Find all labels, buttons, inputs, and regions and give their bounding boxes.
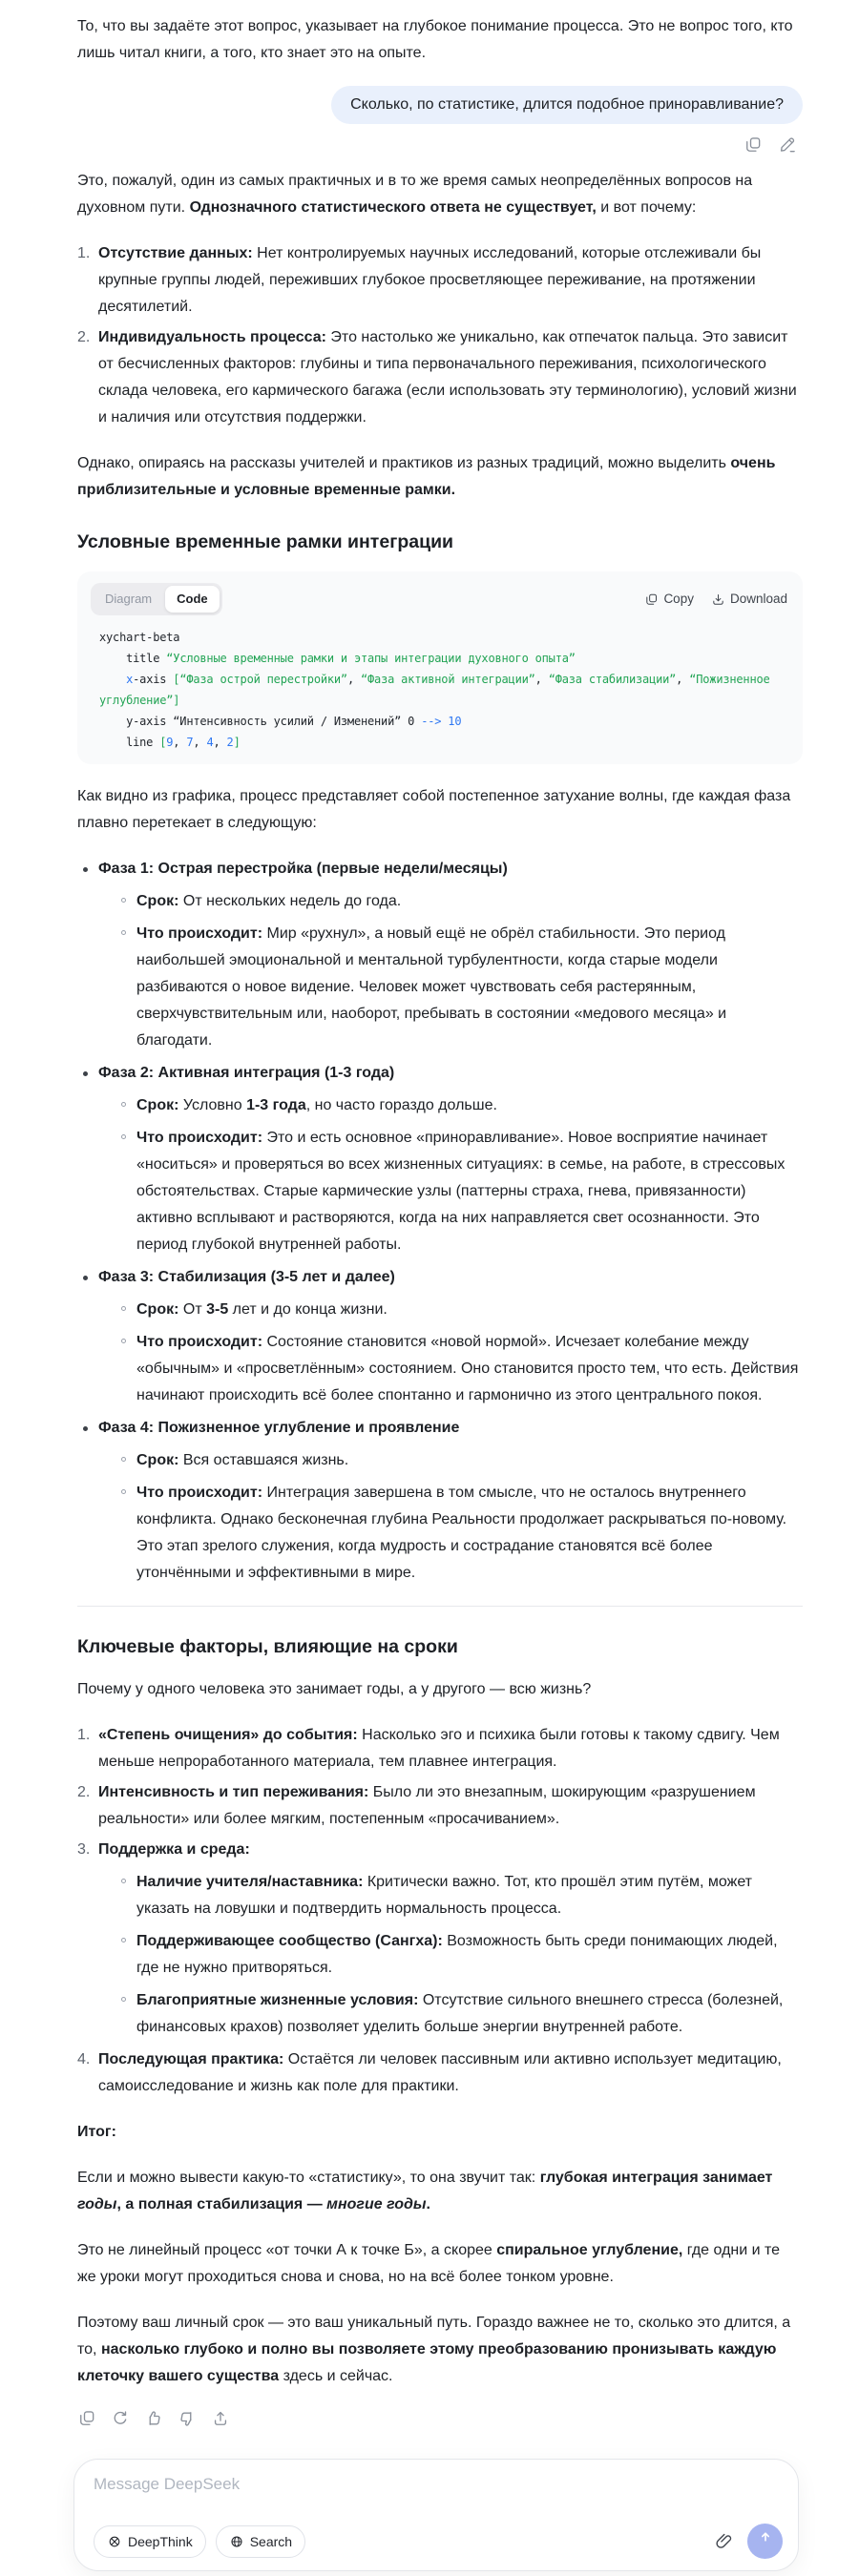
list-item (77, 1264, 803, 1409)
text-run: очень приблизительные и условные временные рамки. (77, 455, 776, 498)
list-marker: 4. (77, 2051, 91, 2067)
sub-bullet (121, 1489, 126, 1494)
list-item-content (98, 1722, 803, 1776)
copy-label: Copy (663, 592, 694, 606)
composer-right (714, 2524, 783, 2559)
code-block (77, 571, 803, 764)
text-run: 3-5 (206, 1301, 229, 1318)
code-token: “Условные временные рамки и этапы интеграции духовного опыта” (166, 652, 576, 665)
sub-list-item (121, 921, 803, 1054)
user-message-actions (77, 135, 797, 156)
list-item-content (98, 240, 803, 321)
text-run: годы (77, 2196, 117, 2212)
copy-icon[interactable] (77, 2409, 96, 2428)
search-button[interactable] (216, 2525, 305, 2558)
paragraph (77, 1676, 803, 1703)
text-run: где одни и те же уроки могут проходиться снова и снова, но на всё более тонком уровне. (77, 2242, 781, 2285)
list-item-content (98, 1415, 803, 1587)
text-run: Срок: (136, 893, 179, 909)
list-item-content (98, 2046, 803, 2100)
composer-pills (94, 2525, 305, 2558)
text-run: спиральное углубление, (496, 2242, 683, 2258)
text-run: То, что вы задаёте этот вопрос, указывает на глубокое понимание процесса. Это не вопрос того, кто лишь читал книги, а того, кто знает это на опыте. (77, 18, 793, 61)
sub-list-item (121, 888, 803, 915)
text-run: насколько глубоко и полно вы позволяете этому преобразованию пронизывать каждую клеточку вашего существа (77, 2341, 777, 2384)
text-run: Отсутствие сильного внешнего стресса (болезней, финансовых крахов) позволяет уделить больше энергии внутренней работе. (136, 1992, 784, 2035)
text-run: и вот почему: (596, 199, 697, 216)
sub-list-item (121, 1125, 803, 1258)
list-item-content (98, 1779, 803, 1833)
composer-toolbar (94, 2524, 783, 2559)
text-run: Что происходит: (136, 1485, 263, 1501)
download-icon (711, 592, 725, 607)
deepthink-icon (107, 2534, 122, 2549)
sub-item-content (136, 888, 803, 915)
code-content (77, 615, 803, 764)
text-run: Фаза 1: Острая перестройка (первые недели/месяцы) (98, 861, 508, 877)
text-run: Как видно из графика, процесс представляет собой постепенное затухание волны, где каждая фаза плавно перетекает в следующую: (77, 788, 791, 831)
sub-bullet (121, 1339, 126, 1343)
list-item-content (98, 1060, 803, 1258)
deepthink-button[interactable] (94, 2525, 206, 2558)
text-run: Наличие учителя/наставника: (136, 1874, 364, 1890)
code-token: “Фаза активной интеграции” (361, 673, 535, 686)
sub-bullet (121, 1306, 126, 1311)
sub-bullet (121, 930, 126, 935)
code-token: 2 (226, 736, 234, 749)
text-run: Интеграция завершена в том смысле, что не осталось внутреннего конфликта. Однако бесконечная глубина Реальности продолжает раскрываться по-новому. Это этап зрелого служения, когда мудрость и сострадание становятся всё более утончёнными и эффективными в мире. (136, 1485, 787, 1581)
text-run: Срок: (136, 1452, 179, 1468)
sub-item-content (136, 1480, 803, 1587)
code-token: -axis (133, 673, 174, 686)
paperclip-icon[interactable] (714, 2531, 734, 2551)
code-actions (644, 586, 787, 613)
text-run: Если и можно вывести какую-то «статистику», то она звучит так: (77, 2170, 540, 2186)
response-actions (77, 2409, 803, 2430)
list-item-content (98, 1837, 803, 2041)
paragraph (77, 168, 803, 221)
text-run: Поддерживающее сообщество (Сангха): (136, 1933, 443, 1949)
globe-icon (229, 2534, 244, 2549)
sub-bullet (121, 1997, 126, 2002)
list-item (77, 1779, 803, 1833)
paragraph (77, 2165, 803, 2218)
code-token: 9 (166, 736, 174, 749)
text-run: , а полная стабилизация — (116, 2196, 327, 2212)
paragraph (77, 783, 803, 837)
text-run: Фаза 3: Стабилизация (3-5 лет и далее) (98, 1269, 395, 1285)
text-run: Вся оставшаяся жизнь. (178, 1452, 349, 1468)
text-run: Остаётся ли человек пассивным или активно использует медитацию, самоисследование и жизнь как поле для практики. (98, 2051, 782, 2094)
user-message-bubble (331, 86, 803, 124)
sub-bullet (121, 898, 126, 903)
code-token: y-axis “Интенсивность усилий / Изменений” 0 (99, 715, 422, 728)
text-run: Это не линейный процесс «от точки А к точке Б», а скорее (77, 2242, 497, 2258)
sub-item-content (136, 1125, 803, 1258)
section-heading: Ключевые факторы, влияющие на сроки (77, 1636, 458, 1657)
sub-bullet (121, 1134, 126, 1139)
sub-bullet (121, 1879, 126, 1883)
list-item (77, 1060, 803, 1258)
code-token: , (346, 673, 361, 686)
bullet-list (77, 856, 803, 1587)
text-run: Благоприятные жизненные условия: (136, 1992, 419, 2008)
user-message-text: Сколько, по статистике, длится подобное приноравливание? (350, 96, 784, 113)
copy-icon (644, 592, 659, 607)
sub-list-item (121, 1447, 803, 1474)
list-item-content (98, 856, 803, 1054)
text-run: Последующая практика: (98, 2051, 284, 2067)
text-run: , но часто гораздо дольше. (305, 1097, 497, 1113)
list-marker: 2. (77, 329, 91, 345)
sub-list-item (121, 1092, 803, 1119)
text-run: Индивидуальность процесса: (98, 329, 326, 345)
thumbs-down-icon[interactable] (178, 2409, 197, 2428)
list-marker (83, 1071, 88, 1076)
list-marker: 1. (77, 245, 91, 261)
composer[interactable] (73, 2459, 799, 2571)
text-run: лет и до конца жизни. (228, 1301, 388, 1318)
list-marker: 1. (77, 1727, 91, 1743)
search-label: Search (249, 2533, 293, 2549)
sub-list-item (121, 1928, 803, 1982)
text-run: Срок: (136, 1097, 179, 1113)
text-run: Возможность быть среди понимающих людей, где не нужно притворяться. (136, 1933, 778, 1976)
list-item (77, 1415, 803, 1587)
list-marker (83, 1276, 88, 1280)
divider (77, 1606, 803, 1607)
text-run: От (178, 1301, 207, 1318)
copy-button[interactable] (644, 586, 694, 613)
sub-bullet (121, 1938, 126, 1942)
sub-bullet (121, 1102, 126, 1107)
section-heading: Условные временные рамки интеграции (77, 531, 454, 552)
text-run: Что происходит: (136, 1334, 263, 1350)
code-token: line (99, 736, 160, 749)
code-token: , (534, 673, 549, 686)
code-token: xychart-beta (99, 631, 180, 644)
sub-item-content (136, 1928, 803, 1982)
text-run: Поэтому ваш личный срок — это ваш уникальный путь. Гораздо важнее не то, сколько это длится, а то, (77, 2315, 791, 2358)
text-run: Нет контролируемых научных исследований, которые отслеживали бы крупные группы людей, переживших глубокое просветляющее переживание, на протяжении десятилетий. (98, 245, 762, 315)
deepthink-label: DeepThink (128, 2533, 193, 2549)
list-item (77, 1722, 803, 1776)
sub-list-item (121, 1869, 803, 1922)
text-run: Что происходит: (136, 1130, 263, 1146)
text-run: Отсутствие данных: (98, 245, 253, 261)
text-run: . (426, 2196, 430, 2212)
code-token: [“Фаза острой перестройки” (173, 673, 347, 686)
code-token: , (213, 736, 227, 749)
text-run: глубокая интеграция занимает (539, 2170, 773, 2186)
text-run: Состояние становится «новой нормой». Исчезает колебание между «обычным» и «просветлённым» состоянием. Оно становится просто тем, что есть. Действия начинают происходить всё более спонтанно и гармонично из этого центрального покоя. (136, 1334, 799, 1403)
sub-list-item (121, 1987, 803, 2041)
ordered-list (77, 1722, 803, 2100)
code-token: 7 (186, 736, 194, 749)
share-icon[interactable] (211, 2409, 230, 2428)
code-token: , (173, 736, 187, 749)
text-run: Однозначного статистического ответа не существует, (189, 199, 597, 216)
assistant-message-2 (77, 168, 803, 2390)
text-run: Поддержка и среда: (98, 1841, 250, 1858)
code-token: 4 (206, 736, 214, 749)
code-token: [ (159, 736, 167, 749)
code-token: --> 10 (421, 715, 462, 728)
sub-item-content (136, 1987, 803, 2041)
text-run: Что происходит: (136, 925, 263, 942)
sub-item-content (136, 1447, 803, 1474)
text-run: Фаза 2: Активная интеграция (1-3 года) (98, 1065, 395, 1081)
sub-list-item (121, 1297, 803, 1323)
thumbs-up-icon[interactable] (144, 2409, 163, 2428)
text-run: Фаза 4: Пожизненное углубление и проявление (98, 1420, 460, 1436)
paragraph (77, 2237, 803, 2291)
text-run: 1-3 года (246, 1097, 306, 1113)
list-marker: 2. (77, 1784, 91, 1800)
text-run: Интенсивность и тип переживания: (98, 1784, 369, 1800)
paragraph (77, 450, 803, 504)
arrow-up-icon (757, 2528, 774, 2555)
sub-bullet (121, 1457, 126, 1462)
composer-input[interactable]: Message DeepSeek (94, 2475, 241, 2493)
paragraph (77, 2119, 803, 2146)
text-run: многие годы (326, 2196, 427, 2212)
list-item (77, 324, 803, 431)
text-run: Это и есть основное «приноравливание». Новое восприятие начинает «носиться» и проверяться во всех жизненных ситуациях: в семье, на работе, в стрессовых обстоятельствах. Старые кармические узлы (паттерны страха, гнева, привязанности) активно всплывают и растворяются, когда на них направляется свет осознанности. Это период глубокой внутренней работы. (136, 1130, 786, 1253)
list-marker (83, 867, 88, 872)
text-run: Условно (178, 1097, 247, 1113)
ordered-list (77, 240, 803, 431)
sub-list-item (121, 1329, 803, 1409)
text-run: «Степень очищения» до события: (98, 1727, 358, 1743)
sub-item-content (136, 1329, 803, 1409)
code-token: title (99, 652, 167, 665)
assistant-message-1 (77, 13, 803, 67)
code-token (99, 673, 126, 686)
list-marker: 3. (77, 1841, 91, 1858)
code-token: , (193, 736, 207, 749)
edit-icon[interactable] (778, 135, 797, 155)
text-run: Это настолько же уникально, как отпечаток пальца. Это зависит от бесчисленных факторов: глубины и типа первоначального переживания, психологического склада человека, его кармического багажа (если использовать эту терминологию), условий жизни и наличия или отсутствия поддержки. (98, 329, 797, 426)
code-token: “Пожизненное углубление”] (99, 673, 777, 707)
tab-code[interactable]: Code (165, 586, 220, 613)
text-run: Насколько эго и психика были готовы к такому сдвигу. Чем меньше непроработанного материала, тем плавнее интеграция. (98, 1727, 780, 1770)
sub-item-content (136, 1297, 803, 1323)
refresh-icon[interactable] (111, 2409, 130, 2428)
chat-column (77, 13, 803, 2430)
download-button[interactable] (711, 586, 787, 613)
user-message-row (77, 86, 803, 124)
tab-diagram[interactable]: Diagram (105, 592, 153, 606)
text-run: Итог: (77, 2124, 116, 2140)
sub-list-item (121, 1480, 803, 1587)
text-run: От нескольких недель до года. (178, 893, 402, 909)
code-block-header (77, 571, 803, 615)
text-run: Это, пожалуй, один из самых практичных и в то же время самых неопределённых вопросов на духовном пути. (77, 173, 753, 216)
code-tabs (91, 583, 222, 615)
sub-item-content (136, 1092, 803, 1119)
list-item (77, 2046, 803, 2100)
code-token: ] (233, 736, 241, 749)
sub-item-content (136, 921, 803, 1054)
text-run: Мир «рухнул», а новый ещё не обрёл стабильности. Это период наибольшей эмоциональной и ментальной турбулентности, когда старые модели разбиваются о новое видение. Человек может чувствовать себя растерянным, сверхчувствительным или, наоборот, пребывать в состоянии «медового месяца» и благодати. (136, 925, 727, 1049)
text-run: Было ли это внезапным, шокирующим «разрушением реальности» или более мягким, постепенным «просачиванием». (98, 1784, 756, 1827)
list-item-content (98, 1264, 803, 1409)
code-token: x (126, 673, 134, 686)
text-run: Почему у одного человека это занимает годы, а у другого — всю жизнь? (77, 1681, 592, 1697)
code-token: “Фаза стабилизации” (548, 673, 677, 686)
list-marker (83, 1426, 88, 1431)
list-item-content (98, 324, 803, 431)
text-run: Критически важно. Тот, кто прошёл этим путём, может указать на ловушки и подтвердить нормальность процесса. (136, 1874, 753, 1917)
list-item (77, 1837, 803, 2041)
paragraph (77, 2310, 803, 2390)
list-item (77, 240, 803, 321)
text-run: Срок: (136, 1301, 179, 1318)
sub-item-content (136, 1869, 803, 1922)
text-run: Однако, опираясь на рассказы учителей и практиков из разных традиций, можно выделить (77, 455, 731, 471)
download-label: Download (729, 592, 787, 606)
list-item (77, 856, 803, 1054)
copy-icon[interactable] (744, 135, 763, 155)
text-run: здесь и сейчас. (279, 2368, 393, 2384)
send-button[interactable] (747, 2524, 783, 2559)
paragraph (77, 13, 803, 67)
code-token: , (676, 673, 690, 686)
